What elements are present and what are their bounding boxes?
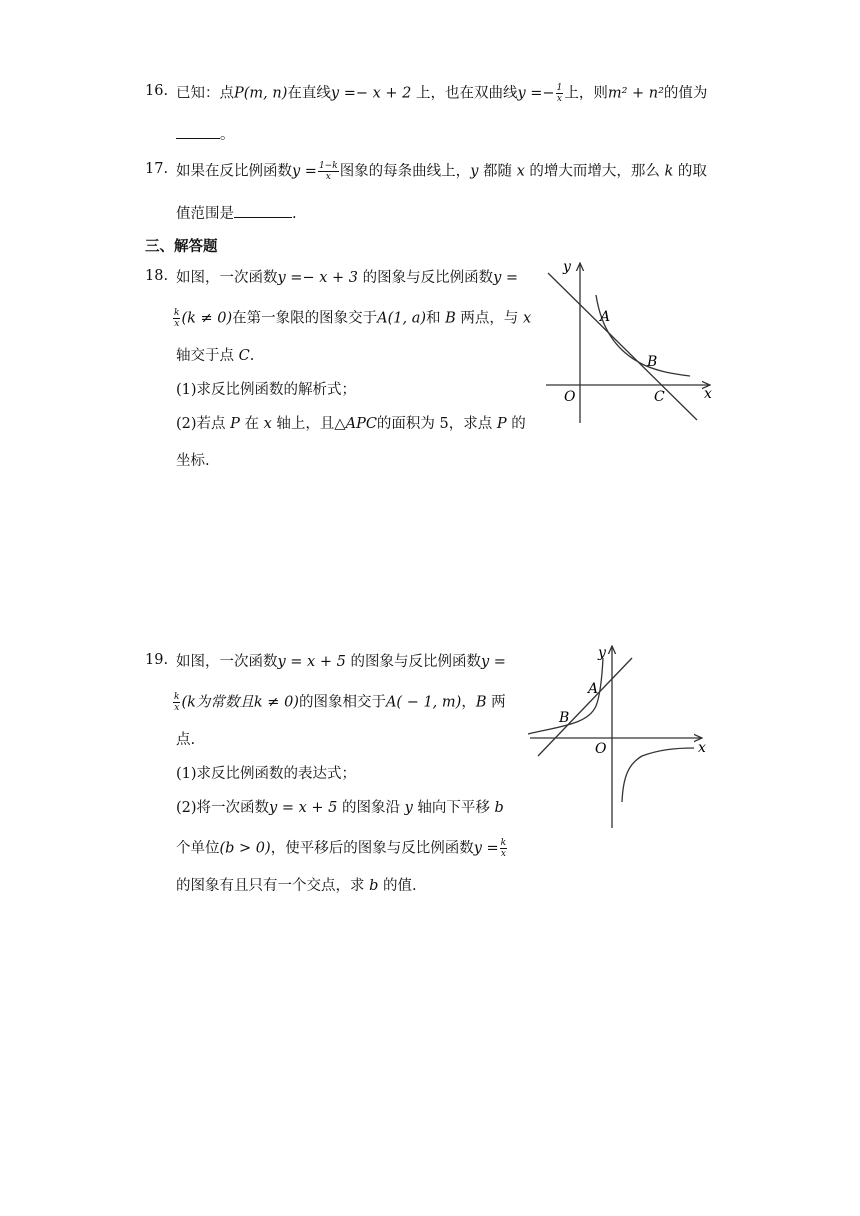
- fraction: $\frac{k}{x}$: [174, 308, 180, 329]
- part-2-line-2: 个单位(b > 0)，使平移后的图象与反比例函数y = $\frac{k}{x}$: [176, 838, 507, 859]
- origin-label: O: [595, 741, 607, 757]
- figure-19: [522, 640, 717, 832]
- linear-function-line: [538, 658, 632, 756]
- math: y =− x + 2: [330, 85, 412, 102]
- text: 上，也在双曲线: [411, 85, 518, 102]
- answer-blank[interactable]: [176, 124, 220, 139]
- part-2: (2)若点 P 在 x 轴上，且△APC的面积为 5，求点 P 的: [176, 416, 526, 432]
- text: 的值为: [663, 85, 708, 102]
- point-b-label: B: [559, 710, 570, 726]
- math: y =−: [517, 85, 555, 102]
- hyperbola-branch-right: [622, 748, 694, 802]
- point-c-label: C: [654, 389, 665, 405]
- text: 上，则: [564, 85, 608, 102]
- answer-line: 值范围是 .: [176, 203, 297, 224]
- fraction: $\frac{1}{x}$: [556, 83, 563, 104]
- part-1: (1)求反比例函数的表达式；: [176, 766, 357, 782]
- question-text-line-2: $\frac{k}{x}$ (k为常数且k ≠ 0)的图象相交于A( − 1, m)，B 两: [174, 692, 506, 713]
- question-number: 19.: [145, 652, 169, 668]
- question-number: 16.: [145, 83, 169, 99]
- hyperbola-curve: [596, 295, 690, 376]
- x-axis-label: x: [704, 386, 712, 402]
- text: 在直线: [287, 85, 331, 102]
- figure-18: [540, 255, 720, 430]
- origin-label: O: [564, 389, 576, 405]
- point-b-label: B: [647, 354, 658, 370]
- part-2-cont: 坐标.: [176, 453, 210, 469]
- question-text: [176, 83, 707, 104]
- answer-line: 。: [176, 124, 235, 145]
- fraction: $\frac{1-k}{x}$: [318, 161, 338, 182]
- question-text-line-3: 轴交于点 C.: [176, 348, 255, 364]
- part-2: (2)将一次函数y = x + 5 的图象沿 y 轴向下平移 b: [176, 800, 504, 816]
- fraction: $\frac{k}{x}$: [500, 838, 507, 859]
- question-text: 如果在反比例函数y = $\frac{1-k}{x}$ 图象的每条曲线上，y 都随 x 的增大而增大，那么 k 的取: [176, 161, 707, 182]
- y-axis-label: y: [563, 259, 571, 275]
- question-number: 17.: [145, 161, 169, 177]
- question-text-line-2: $\frac{k}{x}$ (k ≠ 0)在第一象限的图象交于A(1, a)和 B 两点，与 x: [174, 308, 532, 329]
- question-number: 18.: [145, 268, 169, 284]
- part-2-line-3: 的图象有且只有一个交点，求 b 的值.: [176, 878, 417, 894]
- fraction: $\frac{k}{x}$: [174, 692, 180, 713]
- point-a-label: A: [600, 309, 611, 325]
- question-text-line-1: 如图，一次函数y =− x + 3 的图象与反比例函数y =: [176, 270, 519, 286]
- question-text-line-3: 点.: [176, 732, 196, 748]
- section-heading: 三、解答题: [145, 239, 218, 255]
- part-1: (1)求反比例函数的解析式；: [176, 382, 357, 398]
- math: P(m, n): [234, 85, 288, 102]
- text: 已知：点: [176, 85, 234, 102]
- point-a-label: A: [588, 681, 599, 697]
- answer-blank[interactable]: [234, 203, 292, 218]
- question-text-line-1: 如图，一次函数y = x + 5 的图象与反比例函数y =: [176, 654, 506, 670]
- math: m² + n²: [607, 85, 664, 102]
- x-axis-label: x: [698, 740, 706, 756]
- y-axis-label: y: [598, 645, 606, 661]
